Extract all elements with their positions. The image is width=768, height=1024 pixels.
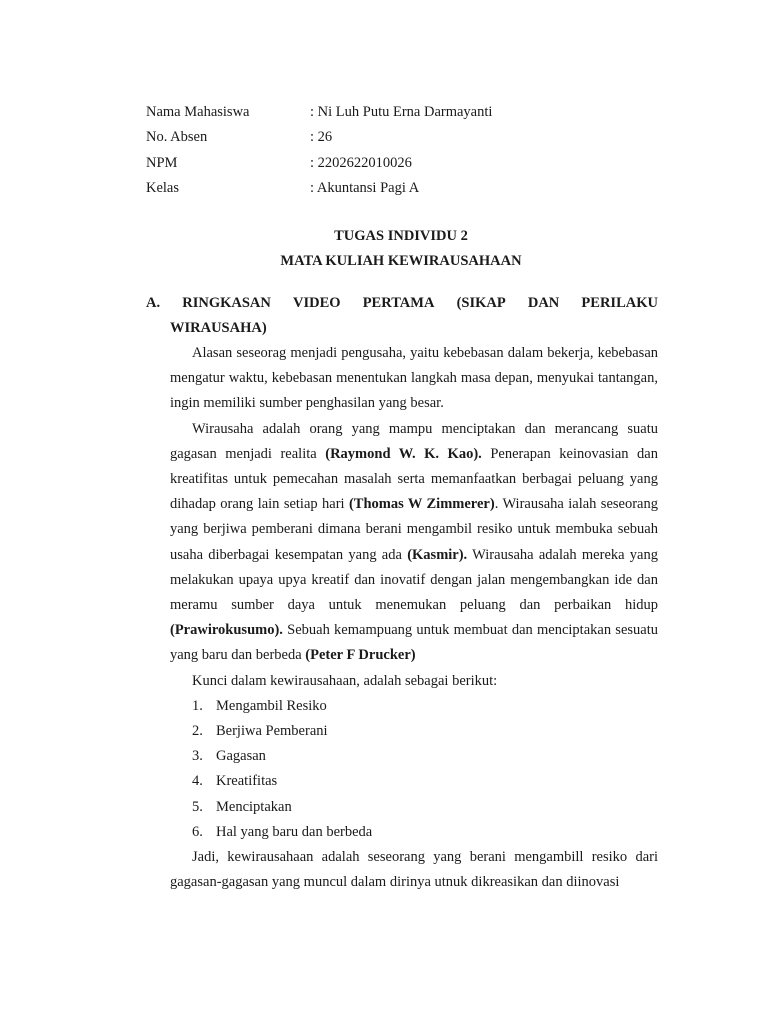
- info-label: Nama Mahasiswa: [146, 104, 250, 120]
- list-number: 2.: [192, 723, 203, 740]
- list-item: [170, 694, 658, 719]
- citation: (Kasmir).: [407, 546, 468, 563]
- list-text: Berjiwa Pemberani: [216, 723, 328, 740]
- paragraph-text: Wirausaha adalah mereka yang melakukan upaya upya kreatif dan inovatif dengan jalan mengembangkan ide dan meramu sumber daya untuk menemukan peluang dan perbaikan hidup: [170, 546, 658, 614]
- info-row-name: [146, 100, 492, 125]
- paragraph-conclusion: Jadi, kewirausahaan adalah seseorang yang berani mengambill resiko dari gagasan-gagasan yang muncul dalam dirinya utnuk dikreasikan dan diinovasi: [170, 848, 658, 891]
- section-heading-line2: WIRAUSAHA): [170, 320, 267, 336]
- section-heading: [146, 291, 658, 341]
- list-item: [170, 719, 658, 744]
- info-label: No. Absen: [146, 129, 208, 146]
- info-label: NPM: [146, 154, 178, 171]
- section-word: PERILAKU: [581, 295, 658, 311]
- citation: (Raymond W. K. Kao).: [325, 445, 482, 462]
- student-info: [146, 100, 492, 201]
- list-number: 6.: [192, 823, 203, 840]
- info-row-npm: [146, 151, 492, 176]
- list-text: Mengambil Resiko: [216, 697, 327, 714]
- paragraph-text: . Wirausaha ialah seseorang yang berjiwa pemberani dimana berani mengambil resiko untuk membuka sebuah usaha diberbagai kesempatan yang ada: [170, 496, 658, 563]
- info-value: : 2202622010026: [310, 154, 412, 171]
- section-word: (SIKAP: [456, 295, 506, 311]
- info-value: : Akuntansi Pagi A: [310, 179, 420, 196]
- assignment-title: TUGAS INDIVIDU 2: [334, 228, 468, 244]
- document-body: [170, 341, 658, 895]
- section-word: PERTAMA: [362, 295, 435, 311]
- citation: (Thomas W Zimmerer): [348, 496, 495, 513]
- info-value: : Ni Luh Putu Erna Darmayanti: [310, 104, 493, 120]
- list-number: 1.: [192, 697, 203, 714]
- list-intro: Kunci dalam kewirausahaan, adalah sebagai berikut:: [192, 672, 498, 689]
- list-number: 5.: [192, 798, 203, 815]
- list-text: Menciptakan: [216, 798, 292, 815]
- paragraph-text: Penerapan keinovasian dan kreatifitas untuk pemecahan masalah serta memanfaatkan berbagai peluang yang dihadap orang lain setiap hari: [170, 445, 658, 513]
- info-value: : 26: [310, 129, 333, 146]
- paragraph-definitions: [170, 417, 658, 669]
- list-item: [170, 795, 658, 820]
- citation: (Prawirokusumo).: [170, 622, 283, 639]
- section-word: RINGKASAN: [182, 295, 271, 311]
- list-text: Gagasan: [216, 748, 266, 765]
- list-item: [170, 769, 658, 794]
- key-list: [170, 694, 658, 845]
- section-heading-line1: [146, 291, 658, 316]
- info-row-absen: [146, 125, 492, 150]
- list-item: [170, 820, 658, 845]
- paragraph-text: Sebuah kemampuang untuk membuat dan menciptakan sesuatu yang baru dan berbeda: [170, 622, 658, 664]
- list-number: 3.: [192, 748, 203, 765]
- section-word: DAN: [527, 295, 560, 311]
- info-label: Kelas: [146, 179, 180, 196]
- list-item: [170, 744, 658, 769]
- list-text: Kreatifitas: [216, 773, 278, 790]
- citation: (Peter F Drucker): [305, 647, 416, 664]
- paragraph-text: Wirausaha adalah orang yang mampu menciptakan dan merancang suatu gagasan menjadi realita: [170, 420, 658, 462]
- section-marker: A.: [146, 295, 161, 311]
- info-row-kelas: [146, 176, 492, 201]
- list-number: 4.: [192, 773, 203, 790]
- paragraph-reasons: Alasan seseorag menjadi pengusaha, yaitu kebebasan dalam bekerja, kebebasan mengatur waktu, kebebasan menentukan langkah masa depan, menyukai tantangan, ingin memiliki sumber penghasilan yang besar.: [170, 345, 658, 412]
- list-text: Hal yang baru dan berbeda: [216, 823, 373, 840]
- section-word: VIDEO: [293, 295, 341, 311]
- course-title: MATA KULIAH KEWIRAUSAHAAN: [280, 253, 522, 269]
